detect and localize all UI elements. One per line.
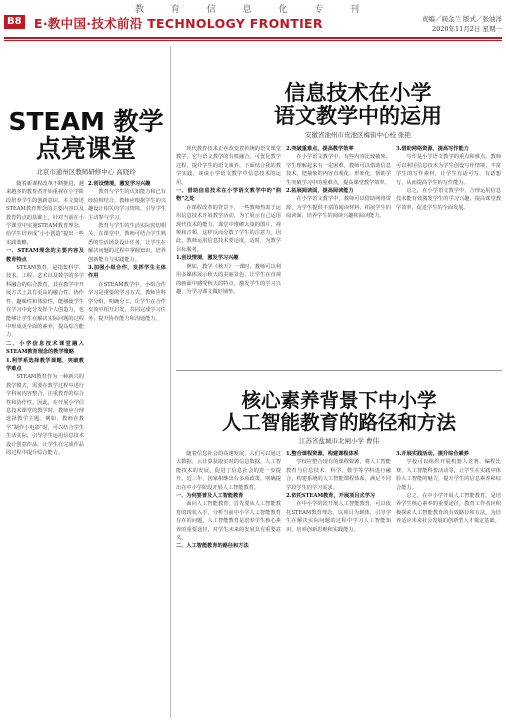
article2-subhead: 3.借助网络资源，提高写作能力 bbox=[396, 146, 469, 152]
section-divider bbox=[176, 370, 502, 371]
article3-author: 江苏省盐城市北闸小学 曹伟 bbox=[298, 437, 380, 445]
article1-subhead: 1.利学系选择教学课题，突破教学难点 bbox=[6, 357, 84, 372]
article3-paragraph: 随着信息社会的高速发展，人们可以通过大数据、云计算获取实时的信息数据，人工智能技术的发展，促进了信息社会的进一步提升。近三年，国家相继出台多项政策，明确提出在中小学阶段开展人工智能教育。 bbox=[176, 451, 281, 491]
header-rule bbox=[4, 37, 502, 39]
section-title: E·教中国·技术前沿 TECHNOLOGY FRONTIER bbox=[34, 16, 323, 31]
article3-title-line1: 核心素养背景下中小学 bbox=[241, 389, 437, 412]
article3-subhead: 二、人工智能教育的路径和方法 bbox=[176, 543, 249, 550]
article3-col1 bbox=[176, 450, 281, 718]
article2-subhead: 2.拓展阅读面，提高阅读能力 bbox=[286, 188, 354, 195]
article2-subhead: 1.创设情境，激发学习兴趣 bbox=[176, 255, 239, 262]
article2-paragraph: 写作是小学语文教学的重点和难点。教师可以利用信息技术为学生创设写作情境，丰富学生的写作素材，让学生有话可写、有话想写，从而提高学生的写作能力。 bbox=[396, 154, 501, 186]
article1-paragraph: 在STEAM教学中，小组合作学习是重要的学习方式。教师应科学分组，明确分工，让学生在合作交流中相互启发，共同完成学习任务，提升协作能力和沟通能力。 bbox=[88, 281, 166, 322]
article3-title bbox=[176, 390, 502, 434]
article1-paragraph: STEAM教育，是指集科学、技术、工程、艺术以及数学的多学科融合的综合教育，其在教学中开展方式上具有更高的融合性、协作性、趣味性和体验性，能够使学生在学习中充分发挥个人创造力，也能够让学生在解决实际问题的过程中形成更全面的素养，提高综合能力。 bbox=[6, 265, 84, 339]
article2-paragraph: 在小学语文教学中，教师可以借助网络资源，为学生提供丰富的阅读材料，拓展学生的阅读面，培养学生的阅读兴趣和阅读能力。 bbox=[286, 196, 391, 220]
article1-paragraph: 随着新课程改革不断推进，越来越多的教育者开始重视在小学阶段培养学生的创新意识。本文简述STEAM教育理念的主要内容以及教育特点的基础上，针对当前在小学课堂中实施STEAM教育理念，给学生培养成“小小创造”提出一些实践策略。 bbox=[6, 181, 84, 246]
article1-paragraph: STEAM教育作为一种新兴的教学模式，需要在教学过程中进行学科间内容整合，注重教育的综合性和协作性。因此，在开展小学信息技术课堂的教学时，教师应合理选择教学主题。例如，教师在教学“制作小电影”时，可以结合学生生活实际，引导学生运用信息技术设计创意作品，让学生在完成作品的过程中提升综合能力。 bbox=[6, 374, 84, 456]
article3-paragraph: 面向人工智能教育，首先要从人工智能教育的现状入手，分析当前中小学人工智能教育存在的问题。人工智能教育是培养学生核心素养的重要途径，对学生未来的发展具有重要意义。 bbox=[176, 501, 281, 542]
article2-paragraph: 在小学语文教学中，有些内容比较抽象，学生理解起来有一定困难。教师可以借助信息技术，把抽象的内容直观化、形象化，帮助学生突破学习中的重难点，提高课堂教学效率。 bbox=[286, 154, 391, 186]
article1-paragraph: 教育与学生的认知能力和已有经验相结合，教师应根据学生的兴趣设计相关的学习情境，引导学生主动参与学习。 bbox=[88, 189, 166, 221]
article3-subhead: 1.整合课程资源，构建课程体系 bbox=[286, 451, 359, 457]
article1-subhead: 一、STEAM理念的主要内容及教育特点 bbox=[6, 248, 84, 263]
header-rule-thin bbox=[4, 40, 502, 41]
slogan: 教 育 信 息 化 专 刊 bbox=[134, 5, 372, 15]
article1-title-line1: STEAM 教学 bbox=[8, 107, 164, 136]
article3-col2 bbox=[286, 450, 391, 718]
article3-col3 bbox=[396, 450, 501, 718]
article1-subhead: 二、小学信息技术课堂融入STEAM教育理念的教学策略 bbox=[6, 340, 84, 356]
article2-paragraph: 总之，在小学语文教学中，合理运用信息技术能有效激发学生的学习兴趣，提高课堂教学效率，促进学生的全面发展。 bbox=[396, 188, 501, 211]
article2-col3 bbox=[396, 145, 501, 365]
article3-paragraph: 学校应整合现有的课程资源，将人工智能教育与信息技术、科学、数学等学科进行融合，构建系统的人工智能课程体系，满足不同学段学生的学习需求。 bbox=[286, 459, 391, 491]
article3-paragraph: 学校可以组织开展机器人竞赛、编程比赛、人工智能科普活动等，让学生在实践中体验人工智能的魅力，提升学生的信息素养和综合能力。 bbox=[396, 459, 501, 491]
article1-col2 bbox=[88, 180, 166, 720]
article2-paragraph: 在课程改革的背景下，一些教师热衷于运用信息技术开展教学活动，为了展示自己运用现代技术的能力，课堂中堆砌大量的图片、视频和音频，这样反而分散了学生的注意力。因此，教师运用信息技术要适度、适时，为教学目标服务。 bbox=[176, 204, 281, 253]
article1-paragraph: 教育与学生的生活实际密切相关，在课堂中，教师可结合学生熟悉的生活场景设计任务，让学生在解决问题的过程中掌握知识，培养创新能力与实践能力。 bbox=[88, 223, 166, 263]
article3-subhead: 2.依托STEAM教育，开展项目式学习 bbox=[286, 493, 375, 500]
article2-author: 安徽省池州市贵池区梅街中心校 张艳 bbox=[304, 131, 412, 139]
article3-subhead: 3.开展实践活动，提升综合素养 bbox=[396, 451, 469, 457]
article2-subhead: 一、借助信息技术在小学语文教学中的“润物”之处 bbox=[176, 188, 281, 203]
article2-subhead: 2.突破重难点，提高教学效率 bbox=[286, 146, 354, 152]
article2-col1 bbox=[176, 145, 281, 365]
article1-subhead: 2.创设情境，激发学习兴趣 bbox=[88, 181, 151, 187]
article2-paragraph: 例如，教学《秋天》一课时，教师可以利用多媒体展示秋天的美丽景色，让学生在直观的画面中感受秋天的特点，激发学生的学习兴趣，为学习课文做好铺垫。 bbox=[176, 263, 281, 295]
article1-subhead: 3.加强小组合作，发挥学生主体作用 bbox=[88, 265, 166, 280]
article1-title bbox=[6, 108, 166, 162]
article2-title bbox=[228, 82, 488, 128]
article1-author: 北京市通州区教师研修中心 高晓玲 bbox=[36, 168, 136, 176]
article3-subhead: 一、为何要普及人工智能教育 bbox=[176, 493, 244, 500]
article1-col1 bbox=[6, 180, 84, 720]
issue-date: 2020年11月2日 星期一 bbox=[431, 25, 502, 33]
article2-title-line1: 信息技术在小学 bbox=[284, 81, 432, 105]
article3-title-line2: 人工智能教育的路径和方法 bbox=[221, 411, 456, 434]
article1-title-line2: 点亮课堂 bbox=[35, 134, 136, 163]
header-meta bbox=[346, 14, 502, 34]
editor-credit: 责编／阎金兰 版式／张油洋 bbox=[421, 15, 502, 23]
article2-title-line2: 语文教学中的运用 bbox=[274, 104, 442, 128]
article3-paragraph: 总之，在中小学开展人工智能教育，是培养学生核心素养的重要途径，教育工作者应积极探索人工智能教育的有效路径和方法，为培养适应未来社会发展的创新型人才奠定基础。 bbox=[396, 493, 501, 525]
page-number: B8 bbox=[4, 15, 25, 29]
column-divider bbox=[170, 46, 171, 718]
article2-paragraph: 现代教育技术正在改变着传统的语文课堂教学，它与语文教学的有机融合，可优化教学过程，提升学生的语文素养。下面结合我的教学实践，谈谈小学语文教学中信息技术的运用。 bbox=[176, 146, 281, 186]
article3-paragraph: 在中小学阶段开展人工智能教育，可以依托STEAM教育理念，以项目为载体，引导学生在解决实际问题的过程中学习人工智能知识，培养创新思维和实践能力。 bbox=[286, 501, 391, 533]
article2-col2 bbox=[286, 145, 391, 365]
